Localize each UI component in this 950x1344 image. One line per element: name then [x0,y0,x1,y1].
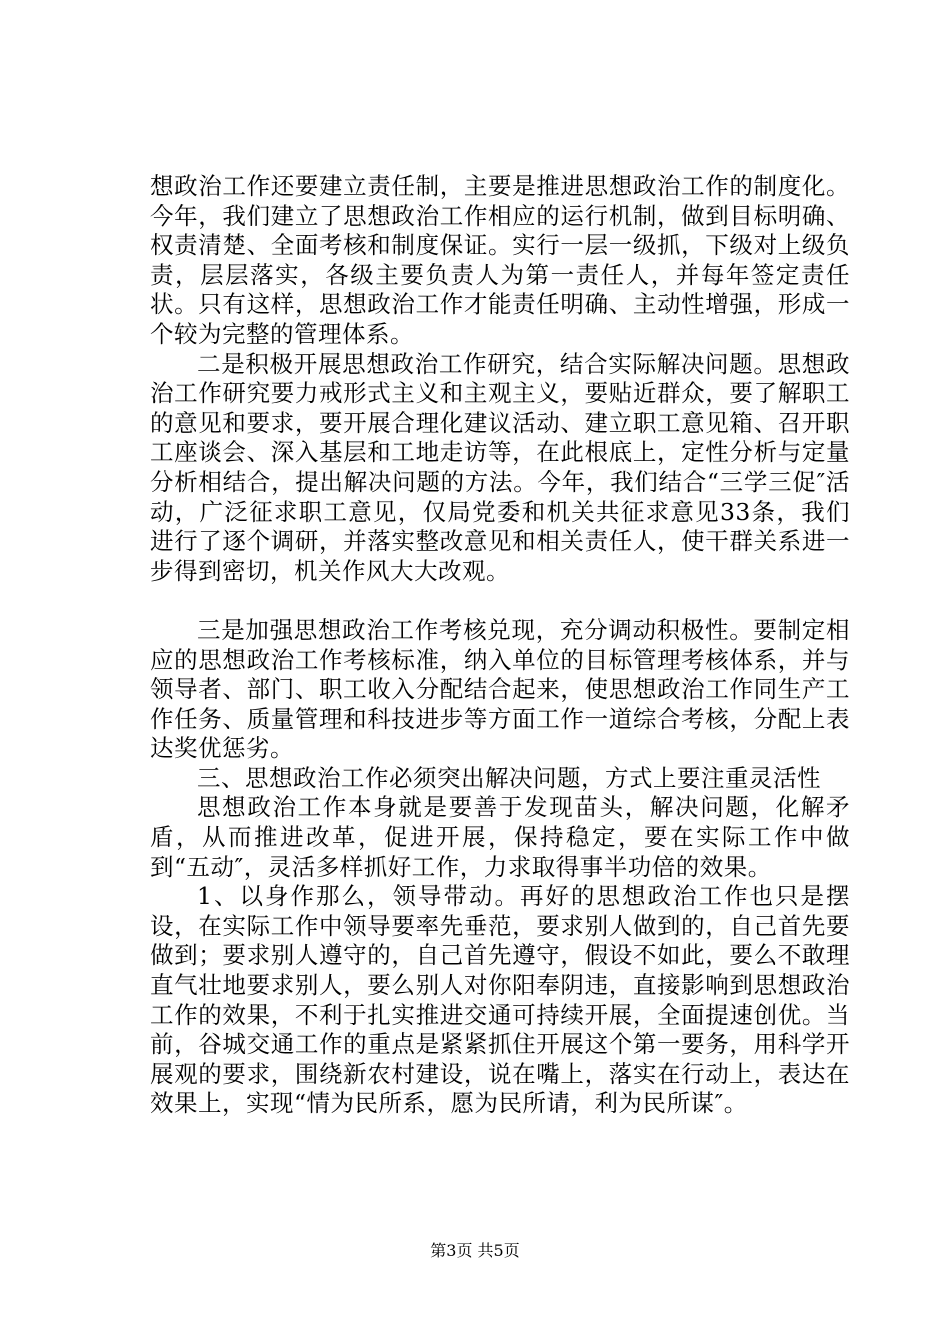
paragraph-five-actions: 思想政治工作本身就是要善于发现苗头，解决问题，化解矛盾，从而推进改革，促进开展，保持稳定，要在实际工作中做到“五动″，灵活多样抓好工作，力求取得事半功倍的效果。 [150,793,850,881]
paragraph-research: 二是积极开展思想政治工作研究，结合实际解决问题。思想政治工作研究要力戒形式主义和主观主义，要贴近群众，要了解职工的意见和要求，要开展合理化建议活动、建立职工意见箱、召开职工座谈会、深入基层和工地走访等，在此根底上，定性分析与定量分析相结合，提出解决问题的方法。今年，我们结合“三学三促″活动，广泛征求职工意见，仅局党委和机关共征求意见33条，我们进行了逐个调研，并落实整改意见和相关责任人，使干群关系进一步得到密切，机关作风大大改观。 [150,349,850,585]
paragraph-continuation: 想政治工作还要建立责任制，主要是推进思想政治工作的制度化。今年，我们建立了思想政治工作相应的运行机制，做到目标明确、权责清楚、全面考核和制度保证。实行一层一级抓，下级对上级负责，层层落实，各级主要负责人为第一责任人，并每年签定责任状。只有这样，思想政治工作才能责任明确、主动性增强，形成一个较为完整的管理体系。 [150,172,850,348]
page-footer: 第3页 共5页 [430,1241,520,1260]
section-heading: 三、思想政治工作必须突出解决问题，方式上要注重灵活性 [197,763,821,792]
paragraph-leadership: 1、以身作那么，领导带动。再好的思想政治工作也只是摆设，在实际工作中领导要率先垂范，要求别人做到的，自己首先要做到；要求别人遵守的，自己首先遵守，假设不如此，要么不敢理直气壮地要求别人，要么别人对你阳奉阴违，直接影响到思想政治工作的效果，不利于扎实推进交通可持续开展，全面提速创优。当前，谷城交通工作的重点是紧紧抓住开展这个第一要务，用科学开展观的要求，围绕新农村建设，说在嘴上，落实在行动上，表达在效果上，实现“情为民所系，愿为民所请，利为民所谋″。 [150,882,850,1118]
body-text [150,172,850,1119]
paragraph-gap [150,586,850,616]
paragraph-assessment: 三是加强思想政治工作考核兑现，充分调动积极性。要制定相应的思想政治工作考核标准，纳入单位的目标管理考核体系，并与领导者、部门、职工收入分配结合起来，使思想政治工作同生产工作任务、质量管理和科技进步等方面工作一道综合考核，分配上表达奖优惩劣。 [150,615,850,763]
